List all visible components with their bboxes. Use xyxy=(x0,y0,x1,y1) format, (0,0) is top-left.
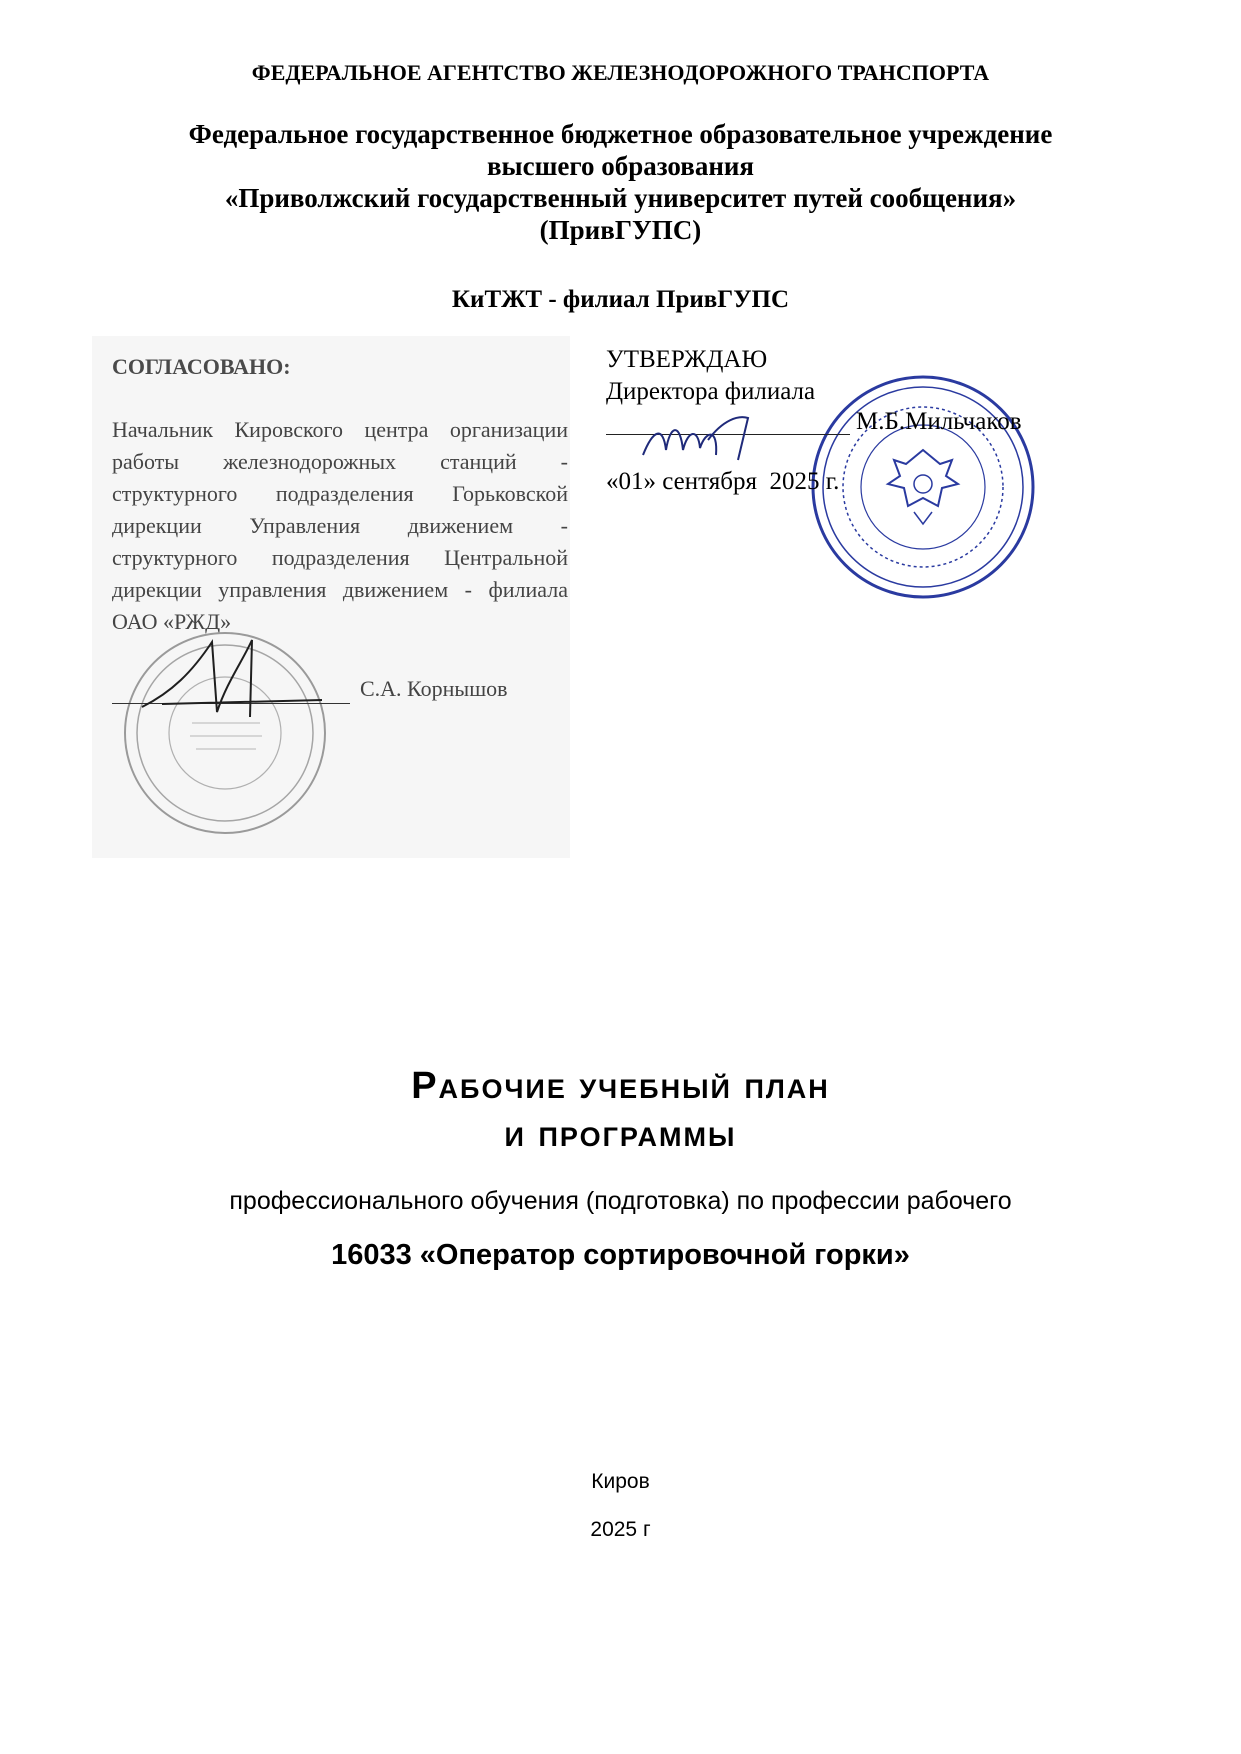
institution-name xyxy=(0,118,1241,246)
approved-title: УТВЕРЖДАЮ xyxy=(606,346,768,373)
agreed-position-text: Начальник Кировского центра организации работы железнодорожных станций - структурного подразделения Горьковской дирекции Управления движением - структурного подразделения Центральной дирекции управления движением - филиала ОАО «РЖД» xyxy=(112,417,568,634)
document-title-line: и программы xyxy=(504,1113,737,1155)
document-title-line: Рабочие учебный план xyxy=(411,1065,830,1107)
approval-date: «01» сентября 2025 г. xyxy=(606,468,840,495)
institution-line: высшего образования xyxy=(486,151,755,181)
document-title xyxy=(0,1062,1241,1158)
agreed-block xyxy=(92,336,570,858)
approved-role: Директора филиала xyxy=(606,378,816,405)
institution-line: (ПривГУПС) xyxy=(539,215,702,245)
year-label: 2025 г xyxy=(590,1518,651,1541)
agreed-title: СОГЛАСОВАНО: xyxy=(112,354,291,379)
city-label: Киров xyxy=(591,1470,650,1493)
approved-signatory-name: М.Б.Мильчаков xyxy=(856,408,1022,435)
handwritten-signature-icon xyxy=(132,632,332,722)
profession-title: 16033 «Оператор сортировочной горки» xyxy=(331,1239,910,1271)
agreed-signatory-name: С.А. Корнышов xyxy=(360,676,508,701)
document-subtitle: профессионального обучения (подготовка) по профессии рабочего xyxy=(229,1187,1012,1215)
branch-name: КиТЖТ - филиал ПривГУПС xyxy=(451,286,790,313)
director-signature-icon xyxy=(638,410,768,470)
institution-line: Федеральное государственное бюджетное образовательное учреждение xyxy=(188,119,1053,149)
institution-line: «Приволжский государственный университет путей сообщения» xyxy=(224,183,1017,213)
official-seal-icon xyxy=(808,372,1038,602)
agency-heading: ФЕДЕРАЛЬНОЕ АГЕНТСТВО ЖЕЛЕЗНОДОРОЖНОГО ТРАНСПОРТА xyxy=(251,60,990,85)
